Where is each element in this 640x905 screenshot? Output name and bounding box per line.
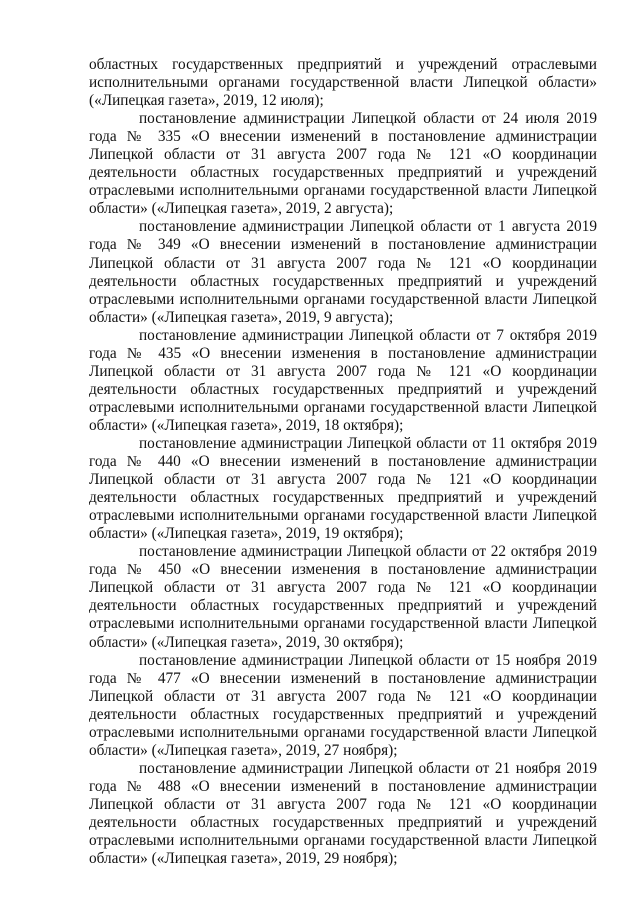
paragraph-resolution-435: постановление администрации Липецкой области от 7 октября 2019 года № 435 «О внесении изменения в постановление администрации Липецкой области от 31 августа 2007 года № 121 «О координации деятельности областных государственных предприятий и учреждений отраслевыми исполнительными органами государственной власти Липецкой области» («Липецкая газета», 2019, 18 октября); (89, 326, 597, 434)
paragraph-resolution-335: постановление администрации Липецкой области от 24 июля 2019 года № 335 «О внесении изменений в постановление администрации Липецкой области от 31 августа 2007 года № 121 «О координации деятельности областных государственных предприятий и учреждений отраслевыми исполнительными органами государственной власти Липецкой области» («Липецкая газета», 2019, 2 августа); (89, 110, 597, 218)
document-page (89, 56, 597, 868)
paragraph-resolution-477: постановление администрации Липецкой области от 15 ноября 2019 года № 477 «О внесении изменений в постановление администрации Липецкой области от 31 августа 2007 года № 121 «О координации деятельности областных государственных предприятий и учреждений отраслевыми исполнительными органами государственной власти Липецкой области» («Липецкая газета», 2019, 27 ноября); (89, 651, 597, 759)
paragraph-resolution-349: постановление администрации Липецкой области от 1 августа 2019 года № 349 «О внесении изменений в постановление администрации Липецкой области от 31 августа 2007 года № 121 «О координации деятельности областных государственных предприятий и учреждений отраслевыми исполнительными органами государственной власти Липецкой области» («Липецкая газета», 2019, 9 августа); (89, 218, 597, 326)
paragraph-resolution-440: постановление администрации Липецкой области от 11 октября 2019 года № 440 «О внесении изменений в постановление администрации Липецкой области от 31 августа 2007 года № 121 «О координации деятельности областных государственных предприятий и учреждений отраслевыми исполнительными органами государственной власти Липецкой области» («Липецкая газета», 2019, 19 октября); (89, 434, 597, 543)
paragraph-resolution-450: постановление администрации Липецкой области от 22 октября 2019 года № 450 «О внесении изменения в постановление администрации Липецкой области от 31 августа 2007 года № 121 «О координации деятельности областных государственных предприятий и учреждений отраслевыми исполнительными органами государственной власти Липецкой области» («Липецкая газета», 2019, 30 октября); (89, 543, 597, 651)
paragraph-continuation: областных государственных предприятий и учреждений отраслевыми исполнительными органами государственной власти Липецкой области» («Липецкая газета», 2019, 12 июля); (89, 56, 597, 110)
paragraph-resolution-488: постановление администрации Липецкой области от 21 ноября 2019 года № 488 «О внесении изменений в постановление администрации Липецкой области от 31 августа 2007 года № 121 «О координации деятельности областных государственных предприятий и учреждений отраслевыми исполнительными органами государственной власти Липецкой области» («Липецкая газета», 2019, 29 ноября); (89, 759, 597, 868)
